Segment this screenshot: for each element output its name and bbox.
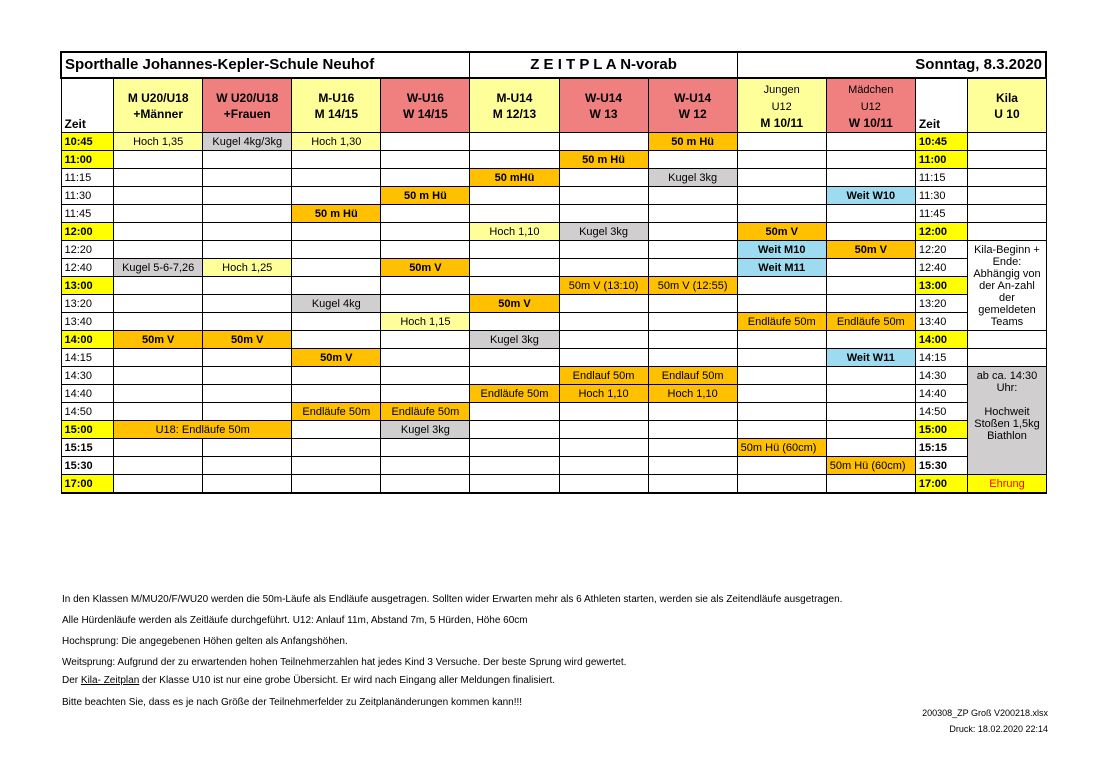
col-header-maedchen-u12: Mädchen U12 W 10/11 bbox=[826, 78, 915, 133]
kila-cell bbox=[968, 169, 1046, 187]
kila-start-time: ab ca. 14:30 Uhr: bbox=[976, 370, 1038, 394]
schedule-cell bbox=[470, 421, 559, 439]
time-row bbox=[61, 259, 1046, 277]
time-cell-right: 14:40 bbox=[915, 385, 968, 403]
zeit-header: Zeit bbox=[61, 78, 114, 133]
time-row bbox=[61, 457, 1046, 475]
venue-title: Sporthalle Johannes-Kepler-Schule Neuhof bbox=[61, 52, 470, 78]
event-cell: Kugel 5-6-7,26 bbox=[114, 259, 203, 277]
schedule-cell bbox=[470, 367, 559, 385]
schedule-cell bbox=[648, 349, 737, 367]
schedule-cell bbox=[470, 475, 559, 494]
schedule-cell bbox=[381, 277, 470, 295]
time-cell-right: 14:30 bbox=[915, 367, 968, 385]
schedule-cell bbox=[826, 205, 915, 223]
event-cell: 50 m Hü bbox=[292, 205, 381, 223]
time-cell: 12:20 bbox=[61, 241, 114, 259]
schedule-cell bbox=[470, 349, 559, 367]
time-cell-right: 11:15 bbox=[915, 169, 968, 187]
schedule-cell bbox=[737, 133, 826, 151]
schedule-cell bbox=[114, 241, 203, 259]
schedule-cell bbox=[826, 385, 915, 403]
note-changes: Bitte beachten Sie, dass es je nach Größe der Teilnehmerfelder zu Zeitplanänderungen kommen kann!!! bbox=[62, 697, 523, 708]
event-cell: Endläufe 50m bbox=[826, 313, 915, 331]
time-cell: 14:00 bbox=[61, 331, 114, 349]
schedule-cell bbox=[381, 475, 470, 494]
schedule-cell bbox=[292, 223, 381, 241]
time-cell: 11:00 bbox=[61, 151, 114, 169]
time-cell: 11:15 bbox=[61, 169, 114, 187]
schedule-cell bbox=[292, 457, 381, 475]
schedule-cell bbox=[826, 259, 915, 277]
kila-cell bbox=[968, 151, 1046, 169]
schedule-cell bbox=[470, 187, 559, 205]
time-row bbox=[61, 385, 1046, 403]
time-row bbox=[61, 349, 1046, 367]
schedule-table bbox=[60, 51, 1047, 494]
schedule-cell bbox=[470, 277, 559, 295]
schedule-cell bbox=[203, 349, 292, 367]
event-cell: Weit W11 bbox=[826, 349, 915, 367]
event-cell: 50 m Hü bbox=[381, 187, 470, 205]
schedule-cell bbox=[203, 313, 292, 331]
col-header-m-u14: M-U14 M 12/13 bbox=[470, 78, 559, 133]
schedule-cell bbox=[648, 205, 737, 223]
event-cell: 50m V bbox=[381, 259, 470, 277]
schedule-cell bbox=[737, 421, 826, 439]
schedule-cell bbox=[292, 385, 381, 403]
schedule-cell bbox=[737, 349, 826, 367]
time-cell-right: 11:30 bbox=[915, 187, 968, 205]
event-cell: Kugel 3kg bbox=[470, 331, 559, 349]
schedule-cell bbox=[826, 277, 915, 295]
event-cell: Endlauf 50m bbox=[559, 367, 648, 385]
time-cell-right: 14:50 bbox=[915, 403, 968, 421]
event-cell: 50m Hü (60cm) bbox=[737, 439, 826, 457]
schedule-cell bbox=[114, 277, 203, 295]
kila-cell bbox=[968, 205, 1046, 223]
event-cell: 50 mHü bbox=[470, 169, 559, 187]
kila-info-block: Kila-Beginn + Ende: Abhängig von der An-zahl der gemeldeten Teams bbox=[968, 241, 1046, 331]
time-cell: 13:20 bbox=[61, 295, 114, 313]
time-row bbox=[61, 313, 1046, 331]
col-header-w-u14-w12: W-U14 W 12 bbox=[648, 78, 737, 133]
schedule-cell bbox=[203, 223, 292, 241]
schedule-cell bbox=[826, 151, 915, 169]
schedule-cell bbox=[203, 475, 292, 494]
schedule-cell bbox=[381, 439, 470, 457]
schedule-cell bbox=[826, 439, 915, 457]
time-row bbox=[61, 169, 1046, 187]
schedule-cell bbox=[648, 241, 737, 259]
event-cell: Kugel 4kg/3kg bbox=[203, 133, 292, 151]
schedule-cell bbox=[114, 457, 203, 475]
time-row bbox=[61, 331, 1046, 349]
time-cell-right: 12:40 bbox=[915, 259, 968, 277]
note-weitsprung: Weitsprung: Aufgrund der zu erwartenden hohen Teilnehmerzahlen hat jedes Kind 3 Versuche. Der beste Sprung wird gewertet. bbox=[62, 657, 627, 668]
time-row bbox=[61, 205, 1046, 223]
schedule-cell bbox=[648, 151, 737, 169]
schedule-cell bbox=[470, 133, 559, 151]
event-cell: Weit M10 bbox=[737, 241, 826, 259]
time-cell: 13:00 bbox=[61, 277, 114, 295]
schedule-cell bbox=[559, 205, 648, 223]
schedule-cell bbox=[381, 169, 470, 187]
schedule-cell bbox=[826, 403, 915, 421]
time-row bbox=[61, 241, 1046, 259]
schedule-cell bbox=[559, 187, 648, 205]
time-row bbox=[61, 421, 1046, 439]
schedule-cell bbox=[381, 151, 470, 169]
schedule-cell bbox=[381, 349, 470, 367]
schedule-cell bbox=[470, 241, 559, 259]
schedule-cell bbox=[292, 169, 381, 187]
time-cell-right: 15:00 bbox=[915, 421, 968, 439]
schedule-cell bbox=[648, 331, 737, 349]
schedule-cell bbox=[203, 403, 292, 421]
event-cell: Kugel 3kg bbox=[559, 223, 648, 241]
time-cell-right: 12:00 bbox=[915, 223, 968, 241]
event-cell: Weit M11 bbox=[737, 259, 826, 277]
event-cell: 50 m Hü bbox=[648, 133, 737, 151]
schedule-cell bbox=[737, 367, 826, 385]
file-name: 200308_ZP Groß V200218.xlsx bbox=[922, 708, 1048, 718]
schedule-cell bbox=[381, 241, 470, 259]
time-cell: 12:00 bbox=[61, 223, 114, 241]
note-hochsprung: Hochsprung: Die angegebenen Höhen gelten als Anfangshöhen. bbox=[62, 636, 348, 647]
event-cell: Kugel 3kg bbox=[648, 169, 737, 187]
event-cell: 50m V bbox=[826, 241, 915, 259]
time-cell-right: 15:15 bbox=[915, 439, 968, 457]
schedule-cell bbox=[737, 457, 826, 475]
event-cell: 50m V bbox=[737, 223, 826, 241]
time-cell: 15:15 bbox=[61, 439, 114, 457]
time-cell-right: 15:30 bbox=[915, 457, 968, 475]
time-cell: 12:40 bbox=[61, 259, 114, 277]
time-row bbox=[61, 223, 1046, 241]
time-cell: 10:45 bbox=[61, 133, 114, 151]
schedule-cell bbox=[203, 457, 292, 475]
schedule-cell bbox=[203, 367, 292, 385]
time-cell: 15:30 bbox=[61, 457, 114, 475]
event-cell: Weit W10 bbox=[826, 187, 915, 205]
schedule-cell bbox=[203, 169, 292, 187]
schedule-cell bbox=[648, 187, 737, 205]
kila-zeitplan-link: Kila- Zeitplan bbox=[80, 675, 140, 686]
schedule-cell bbox=[737, 277, 826, 295]
schedule-cell bbox=[559, 475, 648, 494]
time-cell-right: 14:15 bbox=[915, 349, 968, 367]
note-kila: Der Kila- Zeitplan der Klasse U10 ist nur eine grobe Übersicht. Er wird nach Eingang aller Meldungen finalisiert. bbox=[62, 675, 556, 686]
schedule-cell bbox=[737, 205, 826, 223]
schedule-cell bbox=[470, 457, 559, 475]
schedule-cell bbox=[203, 385, 292, 403]
schedule-cell bbox=[737, 331, 826, 349]
kila-cell bbox=[968, 349, 1046, 367]
event-cell: 50m V bbox=[470, 295, 559, 313]
event-cell: 50m V bbox=[203, 331, 292, 349]
schedule-cell bbox=[559, 331, 648, 349]
event-cell: Kugel 3kg bbox=[381, 421, 470, 439]
event-cell: Hoch 1,30 bbox=[292, 133, 381, 151]
time-cell-right: 13:00 bbox=[915, 277, 968, 295]
schedule-cell bbox=[559, 421, 648, 439]
schedule-cell bbox=[114, 313, 203, 331]
schedule-cell bbox=[648, 259, 737, 277]
schedule-cell bbox=[559, 241, 648, 259]
schedule-cell bbox=[292, 421, 381, 439]
event-cell: Endläufe 50m bbox=[470, 385, 559, 403]
event-cell: 50 m Hü bbox=[559, 151, 648, 169]
schedule-cell bbox=[114, 187, 203, 205]
schedule-cell bbox=[381, 457, 470, 475]
schedule-cell bbox=[292, 313, 381, 331]
event-cell: 50m V bbox=[292, 349, 381, 367]
schedule-cell bbox=[292, 241, 381, 259]
event-cell: Kugel 4kg bbox=[292, 295, 381, 313]
schedule-cell bbox=[381, 295, 470, 313]
event-cell: Endläufe 50m bbox=[381, 403, 470, 421]
schedule-cell bbox=[826, 295, 915, 313]
schedule-cell bbox=[559, 259, 648, 277]
schedule-cell bbox=[292, 439, 381, 457]
schedule-cell bbox=[648, 403, 737, 421]
ehrung-cell: Ehrung bbox=[968, 475, 1046, 494]
schedule-cell bbox=[114, 403, 203, 421]
schedule-body bbox=[61, 133, 1046, 494]
schedule-cell bbox=[737, 295, 826, 313]
event-date: Sonntag, 8.3.2020 bbox=[737, 52, 1046, 78]
event-cell: 50m V (13:10) bbox=[559, 277, 648, 295]
event-cell: Hoch 1,25 bbox=[203, 259, 292, 277]
schedule-cell bbox=[381, 331, 470, 349]
schedule-cell bbox=[826, 169, 915, 187]
time-cell: 11:45 bbox=[61, 205, 114, 223]
schedule-cell bbox=[737, 151, 826, 169]
schedule-cell bbox=[292, 475, 381, 494]
schedule-cell bbox=[203, 277, 292, 295]
schedule-cell bbox=[203, 439, 292, 457]
schedule-cell bbox=[826, 475, 915, 494]
time-cell-right: 10:45 bbox=[915, 133, 968, 151]
event-cell: Endläufe 50m bbox=[737, 313, 826, 331]
schedule-cell bbox=[648, 313, 737, 331]
kila-cell bbox=[968, 331, 1046, 349]
schedule-cell bbox=[292, 187, 381, 205]
schedule-cell bbox=[826, 421, 915, 439]
col-header-kila: Kila U 10 bbox=[968, 78, 1046, 133]
schedule-cell bbox=[737, 187, 826, 205]
col-header-w-u20: W U20/U18 +Frauen bbox=[203, 78, 292, 133]
time-row bbox=[61, 403, 1046, 421]
schedule-cell bbox=[559, 295, 648, 313]
event-cell: U18: Endläufe 50m bbox=[114, 421, 292, 439]
schedule-cell bbox=[114, 151, 203, 169]
event-cell: Hoch 1,10 bbox=[470, 223, 559, 241]
time-row bbox=[61, 277, 1046, 295]
event-cell: Hoch 1,10 bbox=[648, 385, 737, 403]
schedule-cell bbox=[559, 313, 648, 331]
schedule-cell bbox=[470, 439, 559, 457]
schedule-cell bbox=[559, 457, 648, 475]
time-row bbox=[61, 133, 1046, 151]
event-cell: Endläufe 50m bbox=[292, 403, 381, 421]
schedule-cell bbox=[470, 403, 559, 421]
time-cell: 14:40 bbox=[61, 385, 114, 403]
schedule-cell bbox=[648, 439, 737, 457]
col-header-w-u16: W-U16 W 14/15 bbox=[381, 78, 470, 133]
schedule-cell bbox=[292, 367, 381, 385]
kila-cell bbox=[968, 187, 1046, 205]
kila-cell bbox=[968, 133, 1046, 151]
print-date: Druck: 18.02.2020 22:14 bbox=[949, 724, 1048, 734]
schedule-cell bbox=[737, 475, 826, 494]
kila-cell bbox=[968, 223, 1046, 241]
event-cell: 50m V (12:55) bbox=[648, 277, 737, 295]
schedule-cell bbox=[648, 457, 737, 475]
schedule-cell bbox=[559, 439, 648, 457]
schedule-cell bbox=[737, 169, 826, 187]
schedule-cell bbox=[381, 385, 470, 403]
schedule-cell bbox=[826, 331, 915, 349]
schedule-cell bbox=[114, 295, 203, 313]
event-cell: Hoch 1,35 bbox=[114, 133, 203, 151]
schedule-cell bbox=[381, 223, 470, 241]
schedule-cell bbox=[381, 367, 470, 385]
time-cell: 14:15 bbox=[61, 349, 114, 367]
event-cell: 50m Hü (60cm) bbox=[826, 457, 915, 475]
schedule-cell bbox=[292, 331, 381, 349]
event-cell: Hoch 1,15 bbox=[381, 313, 470, 331]
schedule-title: Z E I T P L A N-vorab bbox=[470, 52, 737, 78]
time-cell-right: 11:45 bbox=[915, 205, 968, 223]
schedule-cell bbox=[470, 205, 559, 223]
schedule-cell bbox=[648, 295, 737, 313]
time-cell-right: 14:00 bbox=[915, 331, 968, 349]
schedule-cell bbox=[114, 367, 203, 385]
schedule-cell bbox=[470, 313, 559, 331]
schedule-cell bbox=[114, 439, 203, 457]
schedule-cell bbox=[648, 475, 737, 494]
schedule-cell bbox=[559, 349, 648, 367]
time-cell-right: 17:00 bbox=[915, 475, 968, 494]
note-huerden: Alle Hürdenläufe werden als Zeitläufe durchgeführt. U12: Anlauf 11m, Abstand 7m, 5 Hürden, Höhe 60cm bbox=[62, 615, 528, 626]
schedule-cell bbox=[826, 133, 915, 151]
time-cell: 17:00 bbox=[61, 475, 114, 494]
schedule-cell bbox=[470, 259, 559, 277]
note-endlaeufe: In den Klassen M/MU20/F/WU20 werden die 50m-Läufe als Endläufe ausgetragen. Sollten wider Erwarten mehr als 6 Athleten starten, werden sie als Zeitendläufe ausgetragen. bbox=[62, 594, 843, 605]
time-row bbox=[61, 151, 1046, 169]
event-cell: Endlauf 50m bbox=[648, 367, 737, 385]
time-cell: 14:50 bbox=[61, 403, 114, 421]
schedule-cell bbox=[114, 385, 203, 403]
event-cell: 50m V bbox=[114, 331, 203, 349]
schedule-cell bbox=[203, 187, 292, 205]
schedule-cell bbox=[292, 277, 381, 295]
schedule-cell bbox=[203, 151, 292, 169]
col-header-w-u14-w13: W-U14 W 13 bbox=[559, 78, 648, 133]
time-cell: 13:40 bbox=[61, 313, 114, 331]
schedule-cell bbox=[203, 295, 292, 313]
schedule-cell bbox=[114, 349, 203, 367]
schedule-cell bbox=[114, 169, 203, 187]
schedule-cell bbox=[381, 133, 470, 151]
schedule-cell bbox=[648, 223, 737, 241]
time-row bbox=[61, 475, 1046, 494]
schedule-cell bbox=[470, 151, 559, 169]
time-cell-right: 11:00 bbox=[915, 151, 968, 169]
time-row bbox=[61, 187, 1046, 205]
event-cell: Hoch 1,10 bbox=[559, 385, 648, 403]
time-cell: 11:30 bbox=[61, 187, 114, 205]
col-header-m-u16: M-U16 M 14/15 bbox=[292, 78, 381, 133]
col-header-jungen-u12: Jungen U12 M 10/11 bbox=[737, 78, 826, 133]
schedule-cell bbox=[114, 475, 203, 494]
time-row bbox=[61, 367, 1046, 385]
time-row bbox=[61, 295, 1046, 313]
zeit-header-right: Zeit bbox=[915, 78, 968, 133]
time-cell-right: 12:20 bbox=[915, 241, 968, 259]
schedule-cell bbox=[203, 241, 292, 259]
kila-disciplines: Hochweit Stoßen 1,5kg Biathlon bbox=[974, 406, 1040, 442]
title-row bbox=[61, 52, 1046, 78]
col-header-m-u20: M U20/U18 +Männer bbox=[114, 78, 203, 133]
schedule-cell bbox=[559, 133, 648, 151]
schedule-cell bbox=[381, 205, 470, 223]
time-cell-right: 13:20 bbox=[915, 295, 968, 313]
kila-program-block bbox=[968, 367, 1046, 475]
schedule-cell bbox=[559, 403, 648, 421]
schedule-cell bbox=[559, 169, 648, 187]
schedule-cell bbox=[203, 205, 292, 223]
schedule-cell bbox=[114, 223, 203, 241]
schedule-cell bbox=[648, 421, 737, 439]
schedule-cell bbox=[292, 259, 381, 277]
time-cell: 14:30 bbox=[61, 367, 114, 385]
time-cell-right: 13:40 bbox=[915, 313, 968, 331]
column-header-row bbox=[61, 78, 1046, 133]
time-row bbox=[61, 439, 1046, 457]
schedule-cell bbox=[114, 205, 203, 223]
schedule-cell bbox=[826, 367, 915, 385]
schedule-cell bbox=[737, 385, 826, 403]
schedule-cell bbox=[737, 403, 826, 421]
schedule-cell bbox=[292, 151, 381, 169]
time-cell: 15:00 bbox=[61, 421, 114, 439]
schedule-cell bbox=[826, 223, 915, 241]
